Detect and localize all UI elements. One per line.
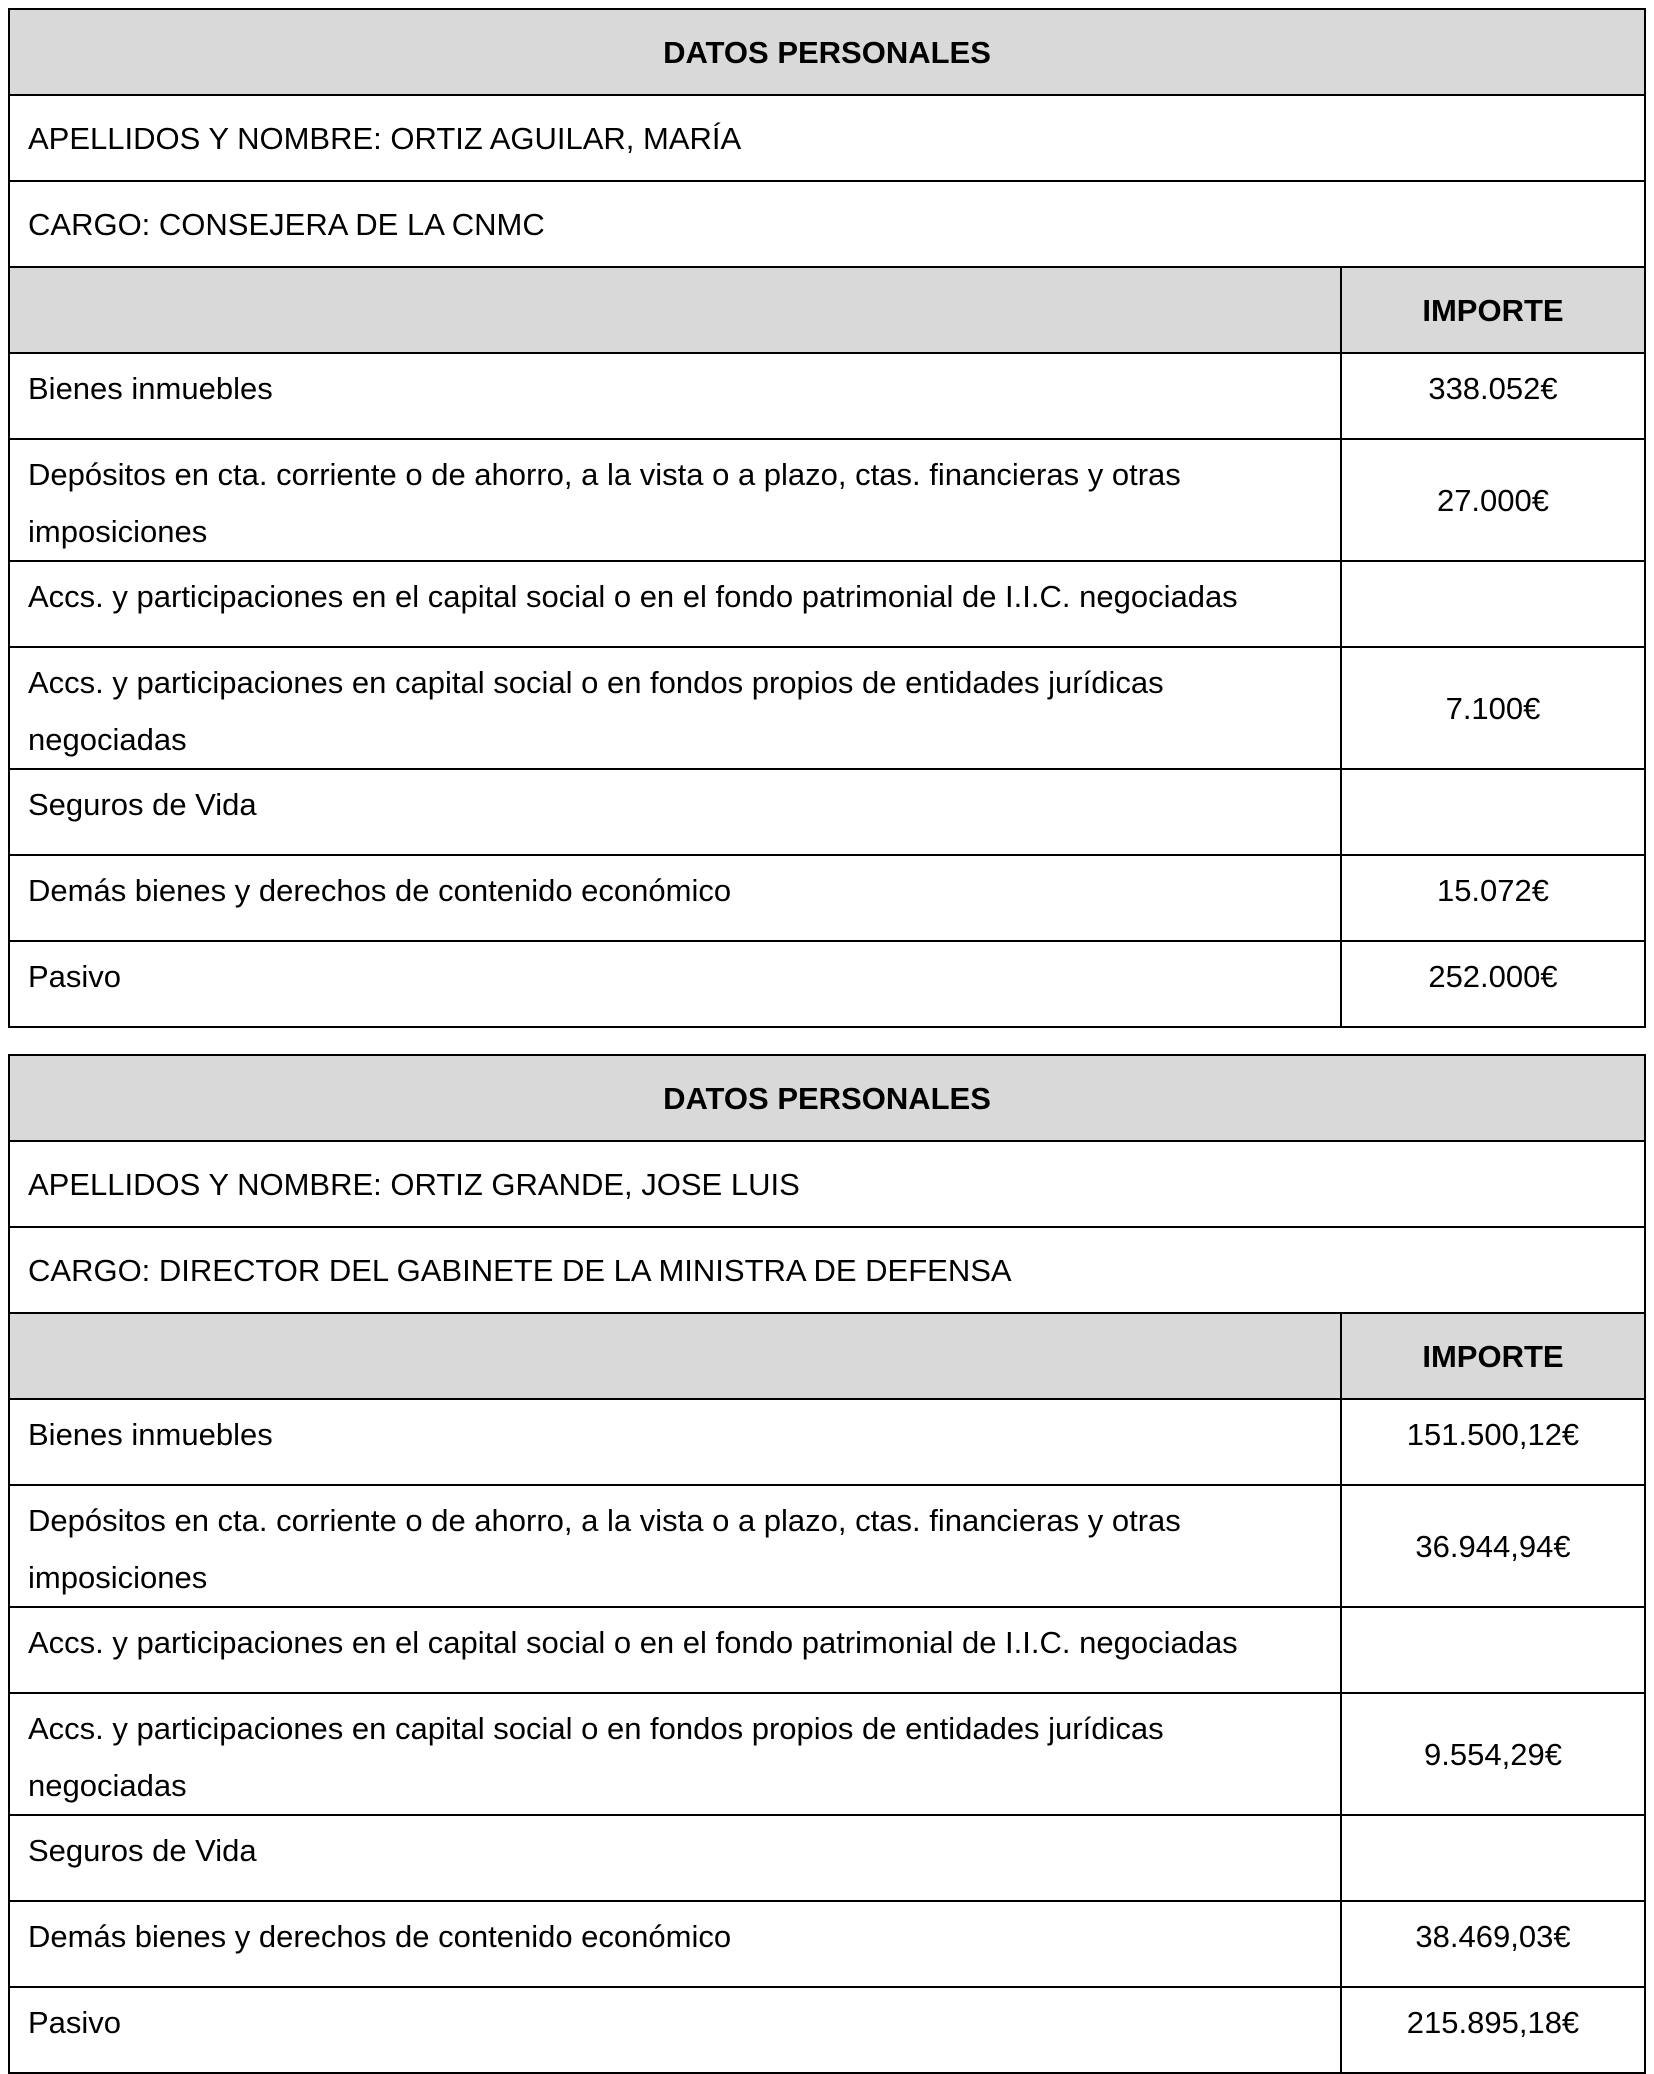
row-label: Demás bienes y derechos de contenido económico	[9, 855, 1341, 941]
table-row	[9, 941, 1645, 1027]
row-amount: 338.052€	[1341, 353, 1645, 439]
table-row	[9, 1901, 1645, 1987]
row-label: Bienes inmuebles	[9, 1399, 1341, 1485]
table-row	[9, 1815, 1645, 1901]
amount-column-header: IMPORTE	[1341, 267, 1645, 353]
row-amount: 9.554,29€	[1341, 1693, 1645, 1815]
row-label: Pasivo	[9, 941, 1341, 1027]
table-row	[9, 353, 1645, 439]
row-amount: 27.000€	[1341, 439, 1645, 561]
row-label: Seguros de Vida	[9, 1815, 1341, 1901]
row-label: Demás bienes y derechos de contenido económico	[9, 1901, 1341, 1987]
row-label: Depósitos en cta. corriente o de ahorro, a la vista o a plazo, ctas. financieras y otras imposiciones	[9, 1485, 1341, 1607]
row-amount	[1341, 1815, 1645, 1901]
amount-column-header: IMPORTE	[1341, 1313, 1645, 1399]
declaration-table-1	[8, 8, 1646, 1028]
row-label: Seguros de Vida	[9, 769, 1341, 855]
table-row	[9, 439, 1645, 561]
table-row	[9, 647, 1645, 769]
row-amount: 15.072€	[1341, 855, 1645, 941]
row-amount: 36.944,94€	[1341, 1485, 1645, 1607]
row-label: Pasivo	[9, 1987, 1341, 2073]
name-line: APELLIDOS Y NOMBRE: ORTIZ AGUILAR, MARÍA	[9, 95, 1645, 181]
name-line: APELLIDOS Y NOMBRE: ORTIZ GRANDE, JOSE LUIS	[9, 1141, 1645, 1227]
position-line: CARGO: CONSEJERA DE LA CNMC	[9, 181, 1645, 267]
row-amount: 7.100€	[1341, 647, 1645, 769]
row-amount	[1341, 769, 1645, 855]
row-label: Accs. y participaciones en capital social o en fondos propios de entidades jurídicas negociadas	[9, 647, 1341, 769]
row-amount: 252.000€	[1341, 941, 1645, 1027]
table-row	[9, 1693, 1645, 1815]
table-row	[9, 769, 1645, 855]
table-row	[9, 1607, 1645, 1693]
table-row	[9, 855, 1645, 941]
row-amount: 151.500,12€	[1341, 1399, 1645, 1485]
row-label: Accs. y participaciones en capital social o en fondos propios de entidades jurídicas negociadas	[9, 1693, 1341, 1815]
row-label: Accs. y participaciones en el capital social o en el fondo patrimonial de I.I.C. negociadas	[9, 1607, 1341, 1693]
row-amount	[1341, 1607, 1645, 1693]
position-line: CARGO: DIRECTOR DEL GABINETE DE LA MINISTRA DE DEFENSA	[9, 1227, 1645, 1313]
row-amount: 215.895,18€	[1341, 1987, 1645, 2073]
row-amount	[1341, 561, 1645, 647]
row-amount: 38.469,03€	[1341, 1901, 1645, 1987]
table-row	[9, 1485, 1645, 1607]
row-label: Accs. y participaciones en el capital social o en el fondo patrimonial de I.I.C. negociadas	[9, 561, 1341, 647]
declaration-table-2	[8, 1054, 1646, 2074]
table-row	[9, 1987, 1645, 2073]
label-column-header	[9, 1313, 1341, 1399]
label-column-header	[9, 267, 1341, 353]
section-title: DATOS PERSONALES	[9, 1055, 1645, 1141]
table-row	[9, 1399, 1645, 1485]
row-label: Depósitos en cta. corriente o de ahorro, a la vista o a plazo, ctas. financieras y otras imposiciones	[9, 439, 1341, 561]
row-label: Bienes inmuebles	[9, 353, 1341, 439]
table-row	[9, 561, 1645, 647]
section-title: DATOS PERSONALES	[9, 9, 1645, 95]
